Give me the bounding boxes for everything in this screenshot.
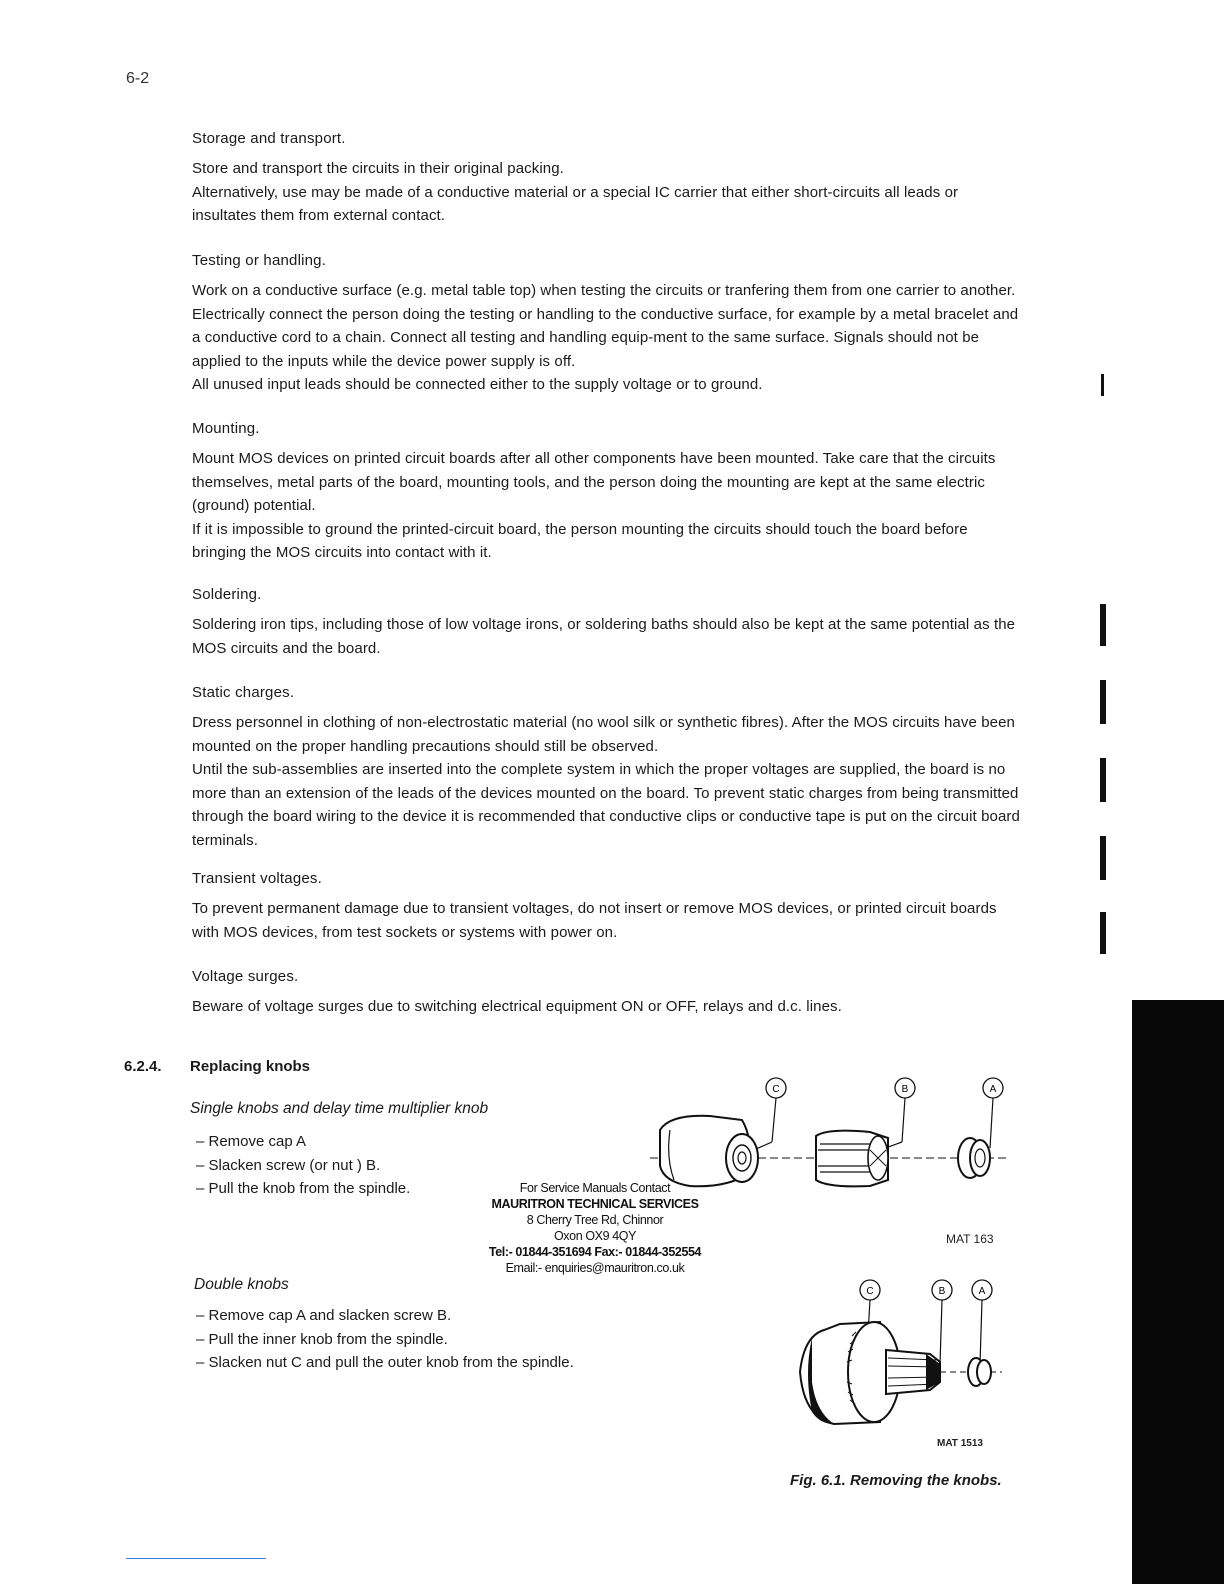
contact-line: Oxon OX9 4QY (553, 1229, 637, 1243)
contact-line: 8 Cherry Tree Rd, Chinnor (526, 1213, 664, 1227)
section-soldering (192, 586, 1022, 660)
section-storage (192, 130, 1022, 228)
section-paragraph: If it is impossible to ground the printed-circuit board, the person mounting the circuits should touch the board before bringing the MOS circuits into contact with it. (192, 520, 968, 561)
section-paragraph: Dress personnel in clothing of non-electrostatic material (no wool silk or synthetic fibres). After the MOS circuits have been mounted on the proper handling precautions should still be observed. (192, 714, 1015, 755)
section-paragraph: To prevent permanent damage due to transient voltages, do not insert or remove MOS devices, or printed circuit boards with MOS devices, from test sockets or systems with power on. (192, 900, 997, 941)
step-item: – Pull the inner knob from the spindle. (196, 1330, 448, 1348)
label-a (983, 1078, 1003, 1098)
svg-text:A: A (989, 1084, 997, 1095)
knob-outer-c (660, 1116, 758, 1186)
section-title: Voltage surges. (192, 968, 299, 985)
section-title: Testing or handling. (192, 252, 327, 269)
scan-mark (1100, 680, 1106, 724)
section-title: Mounting. (192, 420, 260, 437)
section-mounting (192, 420, 1022, 565)
footnote-rule (126, 1558, 266, 1559)
figure-code-top: MAT 163 (946, 1232, 994, 1246)
scan-mark (1100, 912, 1106, 954)
scan-edge-band (1132, 1000, 1224, 1584)
svg-text:A: A (978, 1286, 986, 1297)
label-a (972, 1280, 992, 1300)
step-item: – Remove cap A (196, 1133, 307, 1150)
figure-caption: Fig. 6.1. Removing the knobs. (790, 1472, 1002, 1489)
step-item: – Remove cap A and slacken screw B. (196, 1307, 452, 1324)
section-title: Static charges. (192, 684, 295, 701)
section-paragraph: Beware of voltage surges due to switching electrical equipment ON or OFF, relays and d.c. lines. (192, 998, 842, 1015)
section-paragraph: Store and transport the circuits in their original packing. (192, 160, 564, 177)
contact-company: MAURITRON TECHNICAL SERVICES (491, 1197, 699, 1211)
double-knob-diagram (790, 1272, 1010, 1442)
label-b (895, 1078, 915, 1098)
single-knob-diagram (630, 1070, 1020, 1200)
contact-line: Tel:- 01844-351694 Fax:- 01844-352554 (488, 1245, 702, 1259)
section-number: 6.2.4. (124, 1058, 162, 1075)
section-paragraph: Alternatively, use may be made of a conductive material or a special IC carrier that either short-circuits all leads or insultates them from external contact. (192, 183, 959, 224)
section-paragraph: Work on a conductive surface (e.g. metal table top) when testing the circuits or tranfering them from one carrier to another. Electrically connect the person doing the testing or handling to the conductive surface, for example by a metal bracelet and a conductive cord to a chain. Connect all testing and handling equip-ment to the same surface. Signals should not be applied to the inputs while the device power supply is off. (192, 282, 1019, 370)
single-knobs-heading: Single knobs and delay time multiplier knob (190, 1100, 489, 1117)
section-title: Transient voltages. (192, 870, 322, 887)
section-heading: Replacing knobs (190, 1058, 311, 1075)
contact-line: For Service Manuals Contact (519, 1181, 671, 1195)
section-paragraph: Until the sub-assemblies are inserted into the complete system in which the proper voltages are supplied, the board is no more than an extension of the leads of the devices mounted on the board. To prevent static charges from being transmitted through the board wiring to the device it is recommended that conductive clips or conductive tape is put on the circuit board terminals. (192, 761, 1020, 849)
step-item: – Slacken screw (or nut ) B. (196, 1156, 381, 1174)
svg-text:C: C (772, 1084, 780, 1095)
double-inner-knob (886, 1350, 940, 1394)
step-item: – Slacken nut C and pull the outer knob from the spindle. (196, 1354, 574, 1371)
knob-inner-b (816, 1131, 888, 1187)
scan-mark (1101, 374, 1104, 396)
section-static (192, 684, 1022, 852)
figure-code-bottom: MAT 1513 (937, 1438, 983, 1449)
section-transient (192, 870, 1022, 944)
label-c (766, 1078, 786, 1098)
section-title: Soldering. (192, 586, 262, 603)
label-c (860, 1280, 880, 1300)
double-cap (968, 1358, 991, 1386)
double-knobs-heading: Double knobs (194, 1276, 289, 1293)
single-knob-steps (196, 1130, 410, 1201)
section-paragraph: Mount MOS devices on printed circuit boards after all other components have been mounted. Take care that the circuits themselves, metal parts of the board, mounting tools, and the person doing the mounting are kept at the same electric (ground) potential. (192, 450, 996, 514)
double-knob-steps (196, 1304, 574, 1375)
scan-mark (1100, 836, 1106, 880)
svg-text:B: B (901, 1084, 909, 1095)
section-testing (192, 252, 1022, 397)
contact-line: Email:- enquiries@mauritron.co.uk (505, 1261, 685, 1275)
svg-text:B: B (938, 1286, 946, 1297)
section-surges (192, 968, 1022, 1019)
scan-mark (1100, 604, 1106, 646)
scan-mark (1100, 758, 1106, 802)
label-b (932, 1280, 952, 1300)
page-number: 6-2 (126, 70, 150, 87)
section-paragraph: Soldering iron tips, including those of low voltage irons, or soldering baths should also be kept at the same potential as the MOS circuits and the board. (192, 616, 1016, 657)
step-item: – Pull the knob from the spindle. (196, 1180, 411, 1197)
section-paragraph: All unused input leads should be connected either to the supply voltage or to ground. (192, 376, 763, 393)
cap-a (958, 1138, 990, 1178)
section-title: Storage and transport. (192, 130, 346, 147)
svg-text:C: C (866, 1286, 874, 1297)
